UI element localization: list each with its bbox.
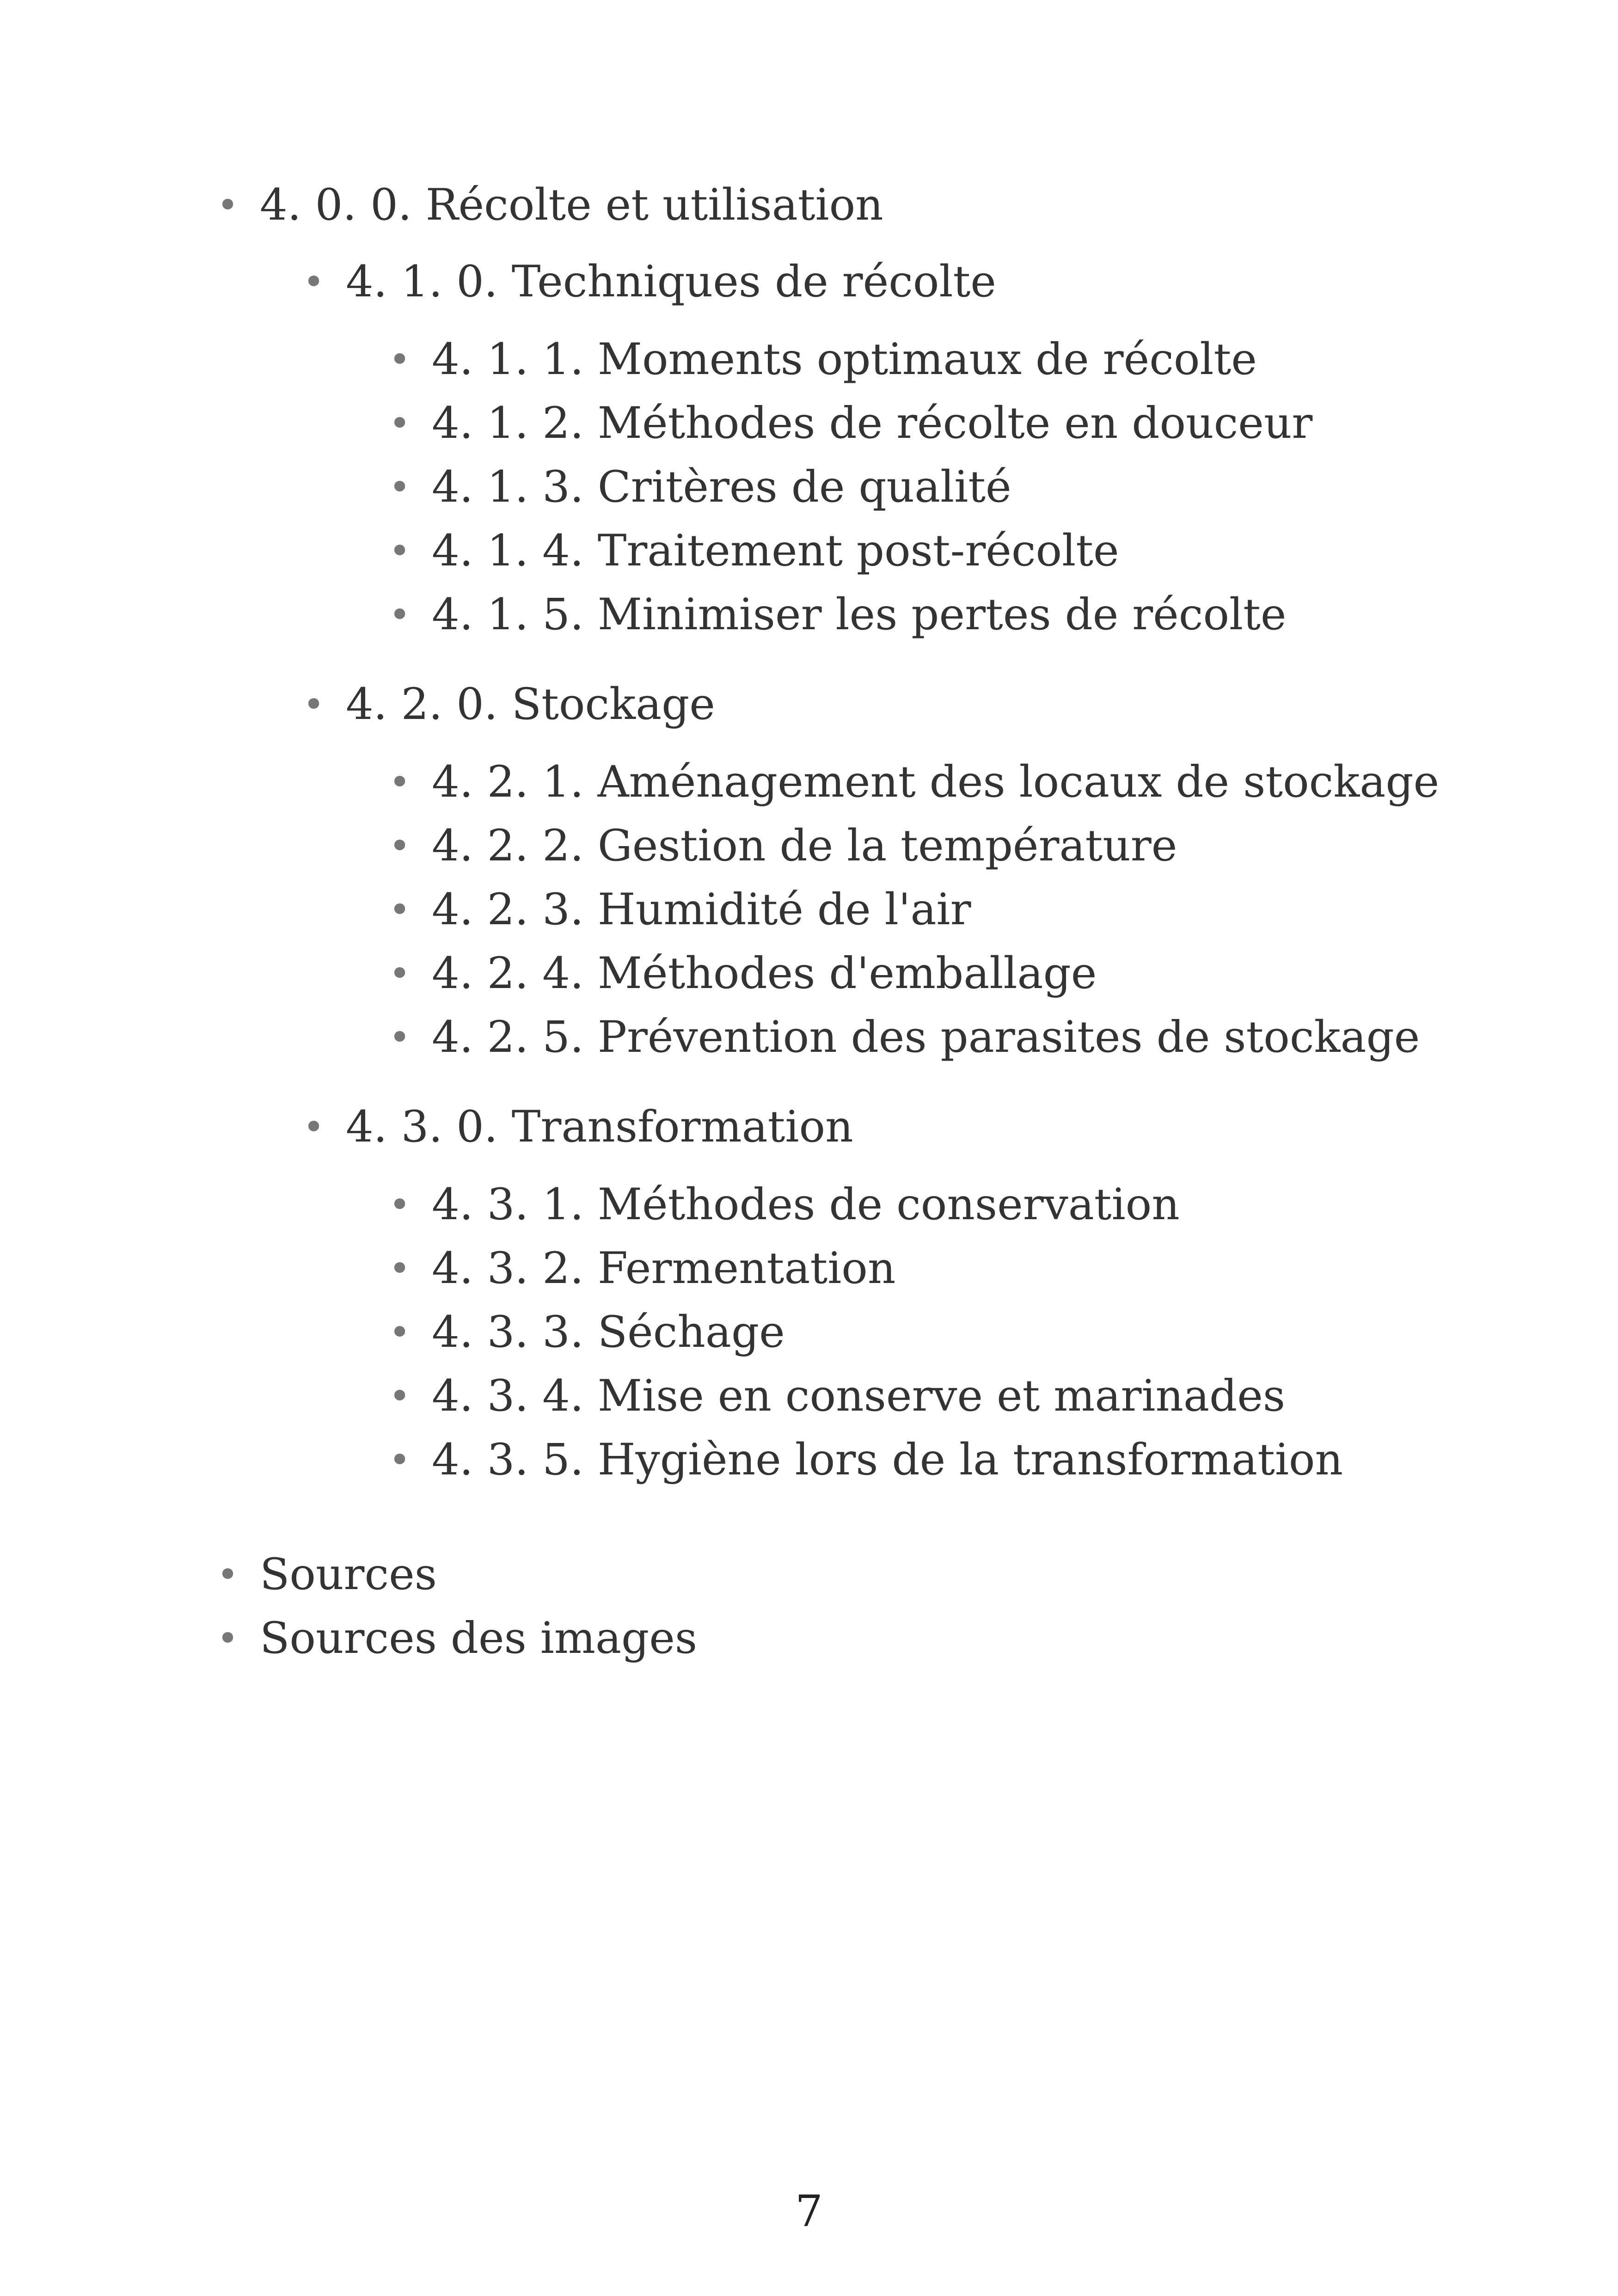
- toc-entry-label: 4. 2. 2. Gestion de la température: [432, 821, 1177, 871]
- page-number: 7: [795, 2186, 823, 2237]
- toc-entry-amenagement-locaux[interactable]: [389, 755, 1440, 810]
- bullet-icon: •: [389, 888, 411, 931]
- toc-entry-label: 4. 3. 4. Mise en conserve et marinades: [432, 1371, 1286, 1421]
- toc-entry-label: 4. 1. 0. Techniques de récolte: [346, 257, 996, 307]
- bullet-icon: •: [389, 1311, 411, 1354]
- toc-entry-hygiene-transformation[interactable]: [389, 1432, 1343, 1488]
- bullet-icon: •: [389, 593, 411, 636]
- toc-entry-label: 4. 3. 5. Hygiène lors de la transformation: [432, 1435, 1343, 1485]
- toc-entry-sources-images[interactable]: [217, 1611, 698, 1666]
- bullet-icon: •: [303, 1105, 325, 1148]
- bullet-icon: •: [389, 338, 411, 381]
- toc-entry-label: 4. 2. 1. Aménagement des locaux de stockage: [432, 757, 1440, 807]
- toc-entry-minimiser-pertes[interactable]: [389, 587, 1287, 643]
- toc-entry-label: 4. 2. 4. Méthodes d'emballage: [432, 948, 1097, 999]
- bullet-icon: •: [389, 466, 411, 509]
- toc-entry-mise-en-conserve[interactable]: [389, 1369, 1286, 1424]
- toc-entry-gestion-temperature[interactable]: [389, 818, 1177, 874]
- toc-entry-sechage[interactable]: [389, 1305, 785, 1360]
- bullet-icon: •: [389, 1247, 411, 1290]
- toc-entry-moments-optimaux[interactable]: [389, 332, 1257, 387]
- bullet-icon: •: [389, 1183, 411, 1226]
- bullet-icon: •: [217, 1553, 239, 1596]
- toc-entry-prevention-parasites[interactable]: [389, 1010, 1420, 1065]
- toc-entry-fermentation[interactable]: [389, 1241, 896, 1296]
- toc-entry-label: 4. 2. 5. Prévention des parasites de stockage: [432, 1012, 1420, 1062]
- toc-entry-sources[interactable]: [217, 1547, 437, 1602]
- toc-entry-criteres-qualite[interactable]: [389, 460, 1011, 515]
- bullet-icon: •: [217, 1617, 239, 1660]
- toc-entry-label: 4. 1. 1. Moments optimaux de récolte: [432, 334, 1257, 385]
- bullet-icon: •: [389, 1375, 411, 1418]
- toc-entry-label: 4. 2. 3. Humidité de l'air: [432, 884, 971, 935]
- toc-entry-label: Sources des images: [260, 1613, 698, 1664]
- toc-entry-label: 4. 2. 0. Stockage: [346, 679, 715, 730]
- toc-entry-techniques-recolte[interactable]: [303, 254, 996, 310]
- toc-entry-label: 4. 3. 0. Transformation: [346, 1102, 853, 1152]
- toc-entry-methodes-emballage[interactable]: [389, 946, 1097, 1001]
- toc-entry-label: 4. 1. 2. Méthodes de récolte en douceur: [432, 398, 1313, 448]
- bullet-icon: •: [303, 260, 325, 303]
- bullet-icon: •: [217, 184, 239, 227]
- toc-entry-humidite-air[interactable]: [389, 882, 971, 938]
- bullet-icon: •: [389, 529, 411, 572]
- bullet-icon: •: [303, 683, 325, 726]
- bullet-icon: •: [389, 402, 411, 445]
- toc-entry-transformation[interactable]: [303, 1099, 853, 1155]
- toc-entry-recolte-utilisation[interactable]: [217, 178, 883, 233]
- toc-entry-label: 4. 3. 1. Méthodes de conservation: [432, 1179, 1180, 1230]
- bullet-icon: •: [389, 1016, 411, 1059]
- toc-entry-label: 4. 1. 3. Critères de qualité: [432, 462, 1011, 512]
- bullet-icon: •: [389, 952, 411, 995]
- toc-entry-methodes-conservation[interactable]: [389, 1177, 1180, 1233]
- toc-entry-stockage[interactable]: [303, 677, 715, 732]
- toc-entry-label: 4. 1. 4. Traitement post-récolte: [432, 526, 1119, 576]
- toc-entry-label: 4. 0. 0. Récolte et utilisation: [260, 180, 883, 230]
- toc-entry-label: 4. 1. 5. Minimiser les pertes de récolte: [432, 589, 1287, 640]
- toc-entry-label: 4. 3. 2. Fermentation: [432, 1243, 896, 1294]
- bullet-icon: •: [389, 824, 411, 867]
- bullet-icon: •: [389, 1438, 411, 1481]
- bullet-icon: •: [389, 761, 411, 804]
- toc-entry-methodes-recolte[interactable]: [389, 396, 1313, 451]
- toc-entry-label: Sources: [260, 1549, 437, 1600]
- toc-entry-label: 4. 3. 3. Séchage: [432, 1307, 785, 1357]
- toc-entry-traitement-post-recolte[interactable]: [389, 523, 1119, 579]
